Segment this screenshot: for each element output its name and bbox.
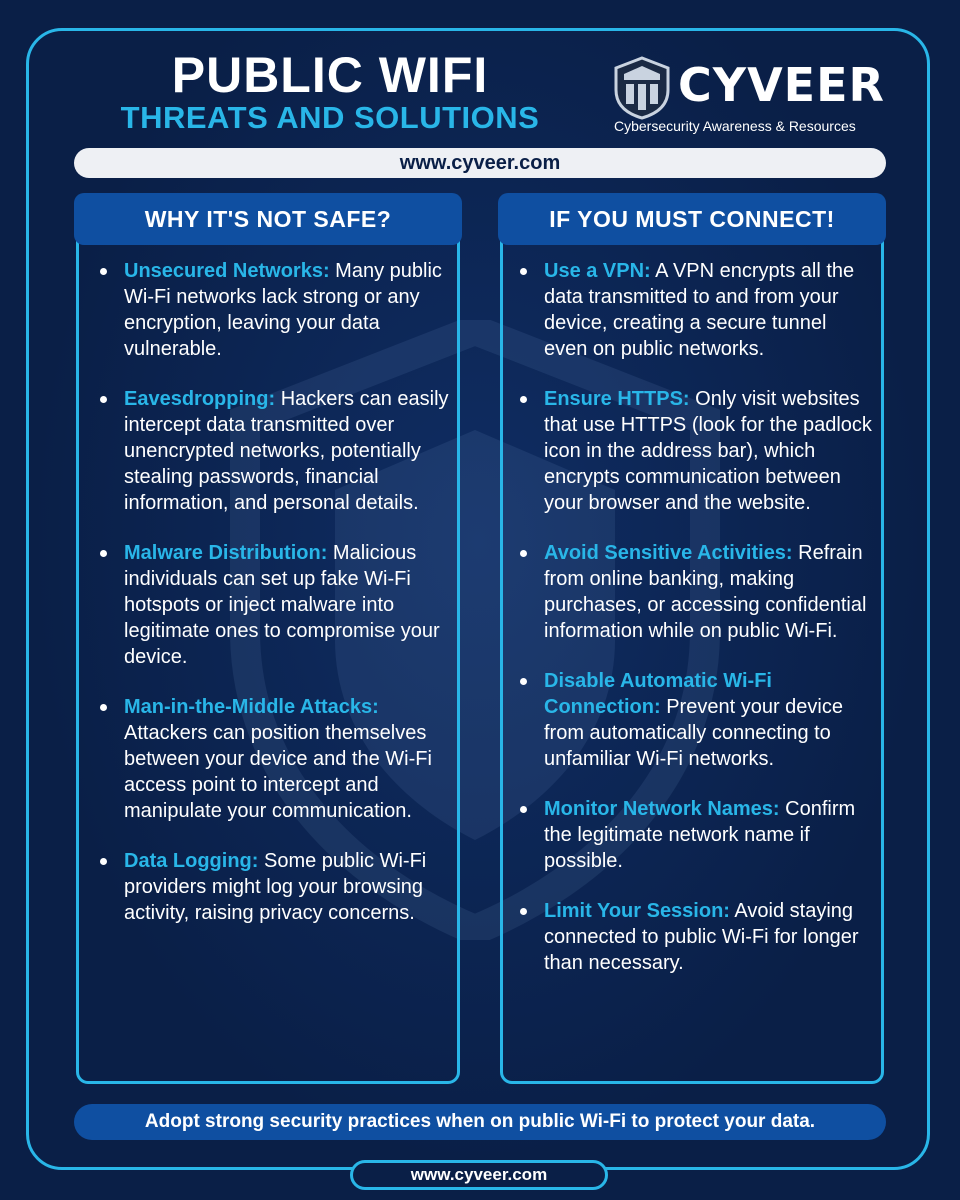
list-item-term: Man-in-the-Middle Attacks: [124,696,379,718]
list-item-text: Hackers can easily intercept data transmitted over unencrypted networks, potentially stealing passwords, financial information, and personal details. [124,388,449,514]
list-item-text: Avoid staying connected to public Wi-Fi for longer than necessary. [544,900,859,974]
list-item [518,796,874,874]
list-item [518,668,874,772]
brand-name: CYVEER [678,58,885,112]
list-item-term: Ensure HTTPS: [544,388,690,410]
list-item [98,540,450,670]
left-column-heading: WHY IT'S NOT SAFE? [74,193,462,245]
list-item-term: Eavesdropping: [124,388,276,410]
list-item-text: Malicious individuals can set up fake Wi-Fi hotspots or inject malware into legitimate ones to compromise your device. [124,542,440,668]
list-item [518,540,874,644]
solutions-list [518,258,874,1000]
list-item-text: Confirm the legitimate network name if possible. [544,798,856,872]
list-item-term: Monitor Network Names: [544,798,780,820]
list-item-term: Limit Your Session: [544,900,730,922]
list-item-text: Some public Wi-Fi providers might log your browsing activity, raising privacy concerns. [124,850,427,924]
footer-message: Adopt strong security practices when on public Wi-Fi to protect your data. [74,1104,886,1140]
threats-list [98,258,450,950]
website-link[interactable]: www.cyveer.com [74,148,886,178]
list-item-text: Many public Wi-Fi networks lack strong or any encryption, leaving your data vulnerable. [124,260,442,360]
list-item-term: Malware Distribution: [124,542,328,564]
list-item-text: Prevent your device from automatically connecting to unfamiliar Wi-Fi networks. [544,696,843,770]
list-item-term: Avoid Sensitive Activities: [544,542,793,564]
list-item-term: Use a VPN: [544,260,651,282]
page-subtitle: THREATS AND SOLUTIONS [120,100,540,135]
list-item [98,694,450,824]
footer-website-link[interactable]: www.cyveer.com [350,1160,608,1190]
list-item-term: Unsecured Networks: [124,260,330,282]
list-item-text: A VPN encrypts all the data transmitted to and from your device, creating a secure tunnel even on public networks. [544,260,855,360]
list-item [98,848,450,926]
list-item [98,386,450,516]
list-item [518,258,874,362]
list-item-text: Only visit websites that use HTTPS (look for the padlock icon in the address bar), which encrypts communication between your browser and the website. [544,388,872,514]
list-item [518,386,874,516]
list-item-term: Disable Automatic Wi-Fi Connection: [544,670,772,718]
right-column-heading: IF YOU MUST CONNECT! [498,193,886,245]
list-item-text: Refrain from online banking, making purchases, or accessing confidential information while on public Wi-Fi. [544,542,867,642]
brand-logo [612,54,885,138]
list-item [98,258,450,362]
brand-tagline: Cybersecurity Awareness & Resources [614,118,856,134]
shield-logo-icon [612,56,672,120]
list-item-text: Attackers can position themselves between your device and the Wi-Fi access point to intercept and manipulate your communication. [124,722,432,822]
page-title: PUBLIC WIFI [171,47,489,103]
list-item [518,898,874,976]
list-item-term: Data Logging: [124,850,259,872]
